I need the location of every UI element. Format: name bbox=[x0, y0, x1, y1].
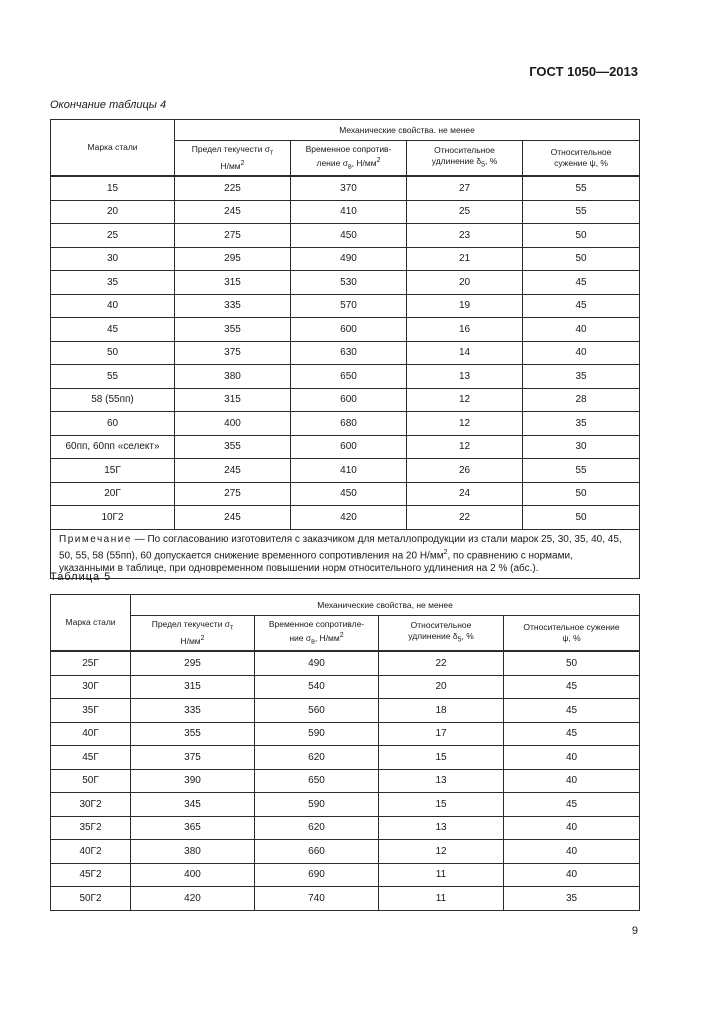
value-cell: 490 bbox=[255, 651, 379, 675]
value-cell: 35 bbox=[523, 412, 640, 436]
value-cell: 345 bbox=[131, 793, 255, 817]
grade-cell: 35Г bbox=[51, 699, 131, 723]
value-cell: 15 bbox=[379, 746, 504, 770]
value-cell: 50 bbox=[523, 224, 640, 248]
value-cell: 55 bbox=[523, 459, 640, 483]
value-cell: 45 bbox=[523, 294, 640, 318]
table-row bbox=[51, 318, 640, 342]
table-row bbox=[51, 840, 640, 864]
value-cell: 315 bbox=[131, 675, 255, 699]
value-cell: 40 bbox=[504, 769, 640, 793]
value-cell: 40 bbox=[504, 863, 640, 887]
value-cell: 19 bbox=[407, 294, 523, 318]
col-header-tensile: Временное сопротивле- ние $\sigma_в$, $Н/мм^2$ bbox=[255, 616, 379, 652]
table-row bbox=[51, 459, 640, 483]
value-cell: 40 bbox=[504, 816, 640, 840]
table-row bbox=[51, 412, 640, 436]
value-cell: 450 bbox=[291, 482, 407, 506]
table-row bbox=[51, 482, 640, 506]
value-cell: 590 bbox=[255, 722, 379, 746]
value-cell: 50 bbox=[523, 482, 640, 506]
value-cell: 20 bbox=[407, 271, 523, 295]
table-4 bbox=[50, 119, 640, 579]
grade-cell: 25 bbox=[51, 224, 175, 248]
grade-cell: 40 bbox=[51, 294, 175, 318]
value-cell: 620 bbox=[255, 746, 379, 770]
value-cell: 295 bbox=[175, 247, 291, 271]
table-row bbox=[51, 675, 640, 699]
table-row bbox=[51, 294, 640, 318]
value-cell: 630 bbox=[291, 341, 407, 365]
value-cell: 21 bbox=[407, 247, 523, 271]
col-header-reduction: Относительное сужение ψ, % bbox=[523, 141, 640, 177]
table-row bbox=[51, 200, 640, 224]
table4-body bbox=[51, 176, 640, 529]
value-cell: 690 bbox=[255, 863, 379, 887]
table-row bbox=[51, 722, 640, 746]
value-cell: 45 bbox=[504, 675, 640, 699]
value-cell: 12 bbox=[379, 840, 504, 864]
table-row bbox=[51, 793, 640, 817]
table-row bbox=[51, 863, 640, 887]
value-cell: 25 bbox=[407, 200, 523, 224]
grade-cell: 25Г bbox=[51, 651, 131, 675]
grade-cell: 58 (55пп) bbox=[51, 388, 175, 412]
grade-cell: 30 bbox=[51, 247, 175, 271]
value-cell: 22 bbox=[407, 506, 523, 530]
value-cell: 12 bbox=[407, 412, 523, 436]
col-group-header: Механические свойства. не менее bbox=[175, 120, 640, 141]
value-cell: 275 bbox=[175, 224, 291, 248]
value-cell: 14 bbox=[407, 341, 523, 365]
value-cell: 315 bbox=[175, 271, 291, 295]
value-cell: 295 bbox=[131, 651, 255, 675]
table-row bbox=[51, 247, 640, 271]
value-cell: 570 bbox=[291, 294, 407, 318]
value-cell: 600 bbox=[291, 388, 407, 412]
col-header-grade: Марка стали bbox=[51, 595, 131, 652]
col-group-header: Механические свойства, не менее bbox=[131, 595, 640, 616]
value-cell: 620 bbox=[255, 816, 379, 840]
col-header-tensile: Временное сопротив- ление $\sigma_в$, $Н/мм^2$ bbox=[291, 141, 407, 177]
value-cell: 40 bbox=[504, 840, 640, 864]
value-cell: 55 bbox=[523, 200, 640, 224]
value-cell: 45 bbox=[523, 271, 640, 295]
table-row bbox=[51, 224, 640, 248]
table-row bbox=[51, 365, 640, 389]
value-cell: 420 bbox=[291, 506, 407, 530]
table-row bbox=[51, 271, 640, 295]
grade-cell: 45Г bbox=[51, 746, 131, 770]
value-cell: 245 bbox=[175, 459, 291, 483]
value-cell: 24 bbox=[407, 482, 523, 506]
value-cell: 660 bbox=[255, 840, 379, 864]
document-id: ГОСТ 1050—2013 bbox=[529, 64, 638, 79]
col-header-yield: Предел текучести $\sigma_т$ $Н/мм^2$ bbox=[131, 616, 255, 652]
value-cell: 50 bbox=[523, 506, 640, 530]
value-cell: 30 bbox=[523, 435, 640, 459]
value-cell: 26 bbox=[407, 459, 523, 483]
value-cell: 600 bbox=[291, 318, 407, 342]
table5-body bbox=[51, 651, 640, 910]
grade-cell: 35Г2 bbox=[51, 816, 131, 840]
value-cell: 380 bbox=[175, 365, 291, 389]
table-5 bbox=[50, 594, 640, 911]
value-cell: 410 bbox=[291, 459, 407, 483]
value-cell: 18 bbox=[379, 699, 504, 723]
value-cell: 11 bbox=[379, 887, 504, 911]
value-cell: 45 bbox=[504, 793, 640, 817]
table-row bbox=[51, 746, 640, 770]
value-cell: 23 bbox=[407, 224, 523, 248]
table4-caption: Окончание таблицы 4 bbox=[50, 99, 167, 111]
grade-cell: 50Г bbox=[51, 769, 131, 793]
col-header-elongation: Относительное удлинение $\delta_5$, % bbox=[379, 616, 504, 652]
page-number: 9 bbox=[631, 925, 638, 937]
value-cell: 35 bbox=[523, 365, 640, 389]
value-cell: 50 bbox=[504, 651, 640, 675]
table-row bbox=[51, 388, 640, 412]
grade-cell: 15Г bbox=[51, 459, 175, 483]
col-header-elongation: Относительное удлинение $\delta_5$, % bbox=[407, 141, 523, 177]
value-cell: 375 bbox=[175, 341, 291, 365]
value-cell: 400 bbox=[131, 863, 255, 887]
value-cell: 55 bbox=[523, 176, 640, 200]
value-cell: 600 bbox=[291, 435, 407, 459]
col-header-reduction: Относительное сужение ψ, % bbox=[504, 616, 640, 652]
value-cell: 450 bbox=[291, 224, 407, 248]
value-cell: 17 bbox=[379, 722, 504, 746]
value-cell: 740 bbox=[255, 887, 379, 911]
grade-cell: 30Г2 bbox=[51, 793, 131, 817]
grade-cell: 60пп, 60пп «селект» bbox=[51, 435, 175, 459]
value-cell: 315 bbox=[175, 388, 291, 412]
grade-cell: 60 bbox=[51, 412, 175, 436]
value-cell: 355 bbox=[175, 435, 291, 459]
value-cell: 45 bbox=[504, 722, 640, 746]
value-cell: 35 bbox=[504, 887, 640, 911]
table-row bbox=[51, 651, 640, 675]
value-cell: 380 bbox=[131, 840, 255, 864]
table-row bbox=[51, 341, 640, 365]
value-cell: 490 bbox=[291, 247, 407, 271]
value-cell: 15 bbox=[379, 793, 504, 817]
value-cell: 13 bbox=[379, 816, 504, 840]
value-cell: 335 bbox=[131, 699, 255, 723]
value-cell: 27 bbox=[407, 176, 523, 200]
grade-cell: 10Г2 bbox=[51, 506, 175, 530]
value-cell: 275 bbox=[175, 482, 291, 506]
col-header-yield: Предел текучести $\sigma_т$ $Н/мм^2$ bbox=[175, 141, 291, 177]
value-cell: 590 bbox=[255, 793, 379, 817]
value-cell: 420 bbox=[131, 887, 255, 911]
table4-note: Примечание — По согласованию изготовителя с заказчиком для металлопродукции из стали марок 25, 30, 35, 40, 45, 50, 55, 58 (55пп), 60 допускается снижение временного сопротивления на 20 $Н/мм^2$, по сравнению с нормами, указанными в таблице, при одновременном повышении норм относительного удлинения на 2 % (абс.). bbox=[51, 529, 640, 578]
col-header-grade: Марка стали bbox=[51, 120, 175, 177]
value-cell: 400 bbox=[175, 412, 291, 436]
grade-cell: 50Г2 bbox=[51, 887, 131, 911]
value-cell: 680 bbox=[291, 412, 407, 436]
value-cell: 530 bbox=[291, 271, 407, 295]
table5-caption: Таблица 5 bbox=[50, 571, 112, 583]
value-cell: 245 bbox=[175, 200, 291, 224]
value-cell: 245 bbox=[175, 506, 291, 530]
value-cell: 28 bbox=[523, 388, 640, 412]
value-cell: 40 bbox=[523, 318, 640, 342]
value-cell: 11 bbox=[379, 863, 504, 887]
value-cell: 355 bbox=[131, 722, 255, 746]
value-cell: 365 bbox=[131, 816, 255, 840]
value-cell: 335 bbox=[175, 294, 291, 318]
value-cell: 20 bbox=[379, 675, 504, 699]
value-cell: 40 bbox=[504, 746, 640, 770]
value-cell: 16 bbox=[407, 318, 523, 342]
value-cell: 13 bbox=[407, 365, 523, 389]
value-cell: 22 bbox=[379, 651, 504, 675]
value-cell: 540 bbox=[255, 675, 379, 699]
value-cell: 355 bbox=[175, 318, 291, 342]
grade-cell: 20 bbox=[51, 200, 175, 224]
grade-cell: 55 bbox=[51, 365, 175, 389]
value-cell: 12 bbox=[407, 435, 523, 459]
value-cell: 410 bbox=[291, 200, 407, 224]
grade-cell: 20Г bbox=[51, 482, 175, 506]
value-cell: 650 bbox=[255, 769, 379, 793]
grade-cell: 35 bbox=[51, 271, 175, 295]
value-cell: 225 bbox=[175, 176, 291, 200]
grade-cell: 40Г2 bbox=[51, 840, 131, 864]
grade-cell: 50 bbox=[51, 341, 175, 365]
value-cell: 40 bbox=[523, 341, 640, 365]
value-cell: 375 bbox=[131, 746, 255, 770]
table-row bbox=[51, 887, 640, 911]
grade-cell: 45 bbox=[51, 318, 175, 342]
value-cell: 13 bbox=[379, 769, 504, 793]
table-row bbox=[51, 435, 640, 459]
grade-cell: 30Г bbox=[51, 675, 131, 699]
value-cell: 45 bbox=[504, 699, 640, 723]
value-cell: 650 bbox=[291, 365, 407, 389]
table-row bbox=[51, 699, 640, 723]
grade-cell: 15 bbox=[51, 176, 175, 200]
value-cell: 12 bbox=[407, 388, 523, 412]
value-cell: 560 bbox=[255, 699, 379, 723]
table-row bbox=[51, 176, 640, 200]
value-cell: 390 bbox=[131, 769, 255, 793]
grade-cell: 45Г2 bbox=[51, 863, 131, 887]
table-row bbox=[51, 816, 640, 840]
grade-cell: 40Г bbox=[51, 722, 131, 746]
table-row bbox=[51, 506, 640, 530]
value-cell: 370 bbox=[291, 176, 407, 200]
value-cell: 50 bbox=[523, 247, 640, 271]
table-row bbox=[51, 769, 640, 793]
